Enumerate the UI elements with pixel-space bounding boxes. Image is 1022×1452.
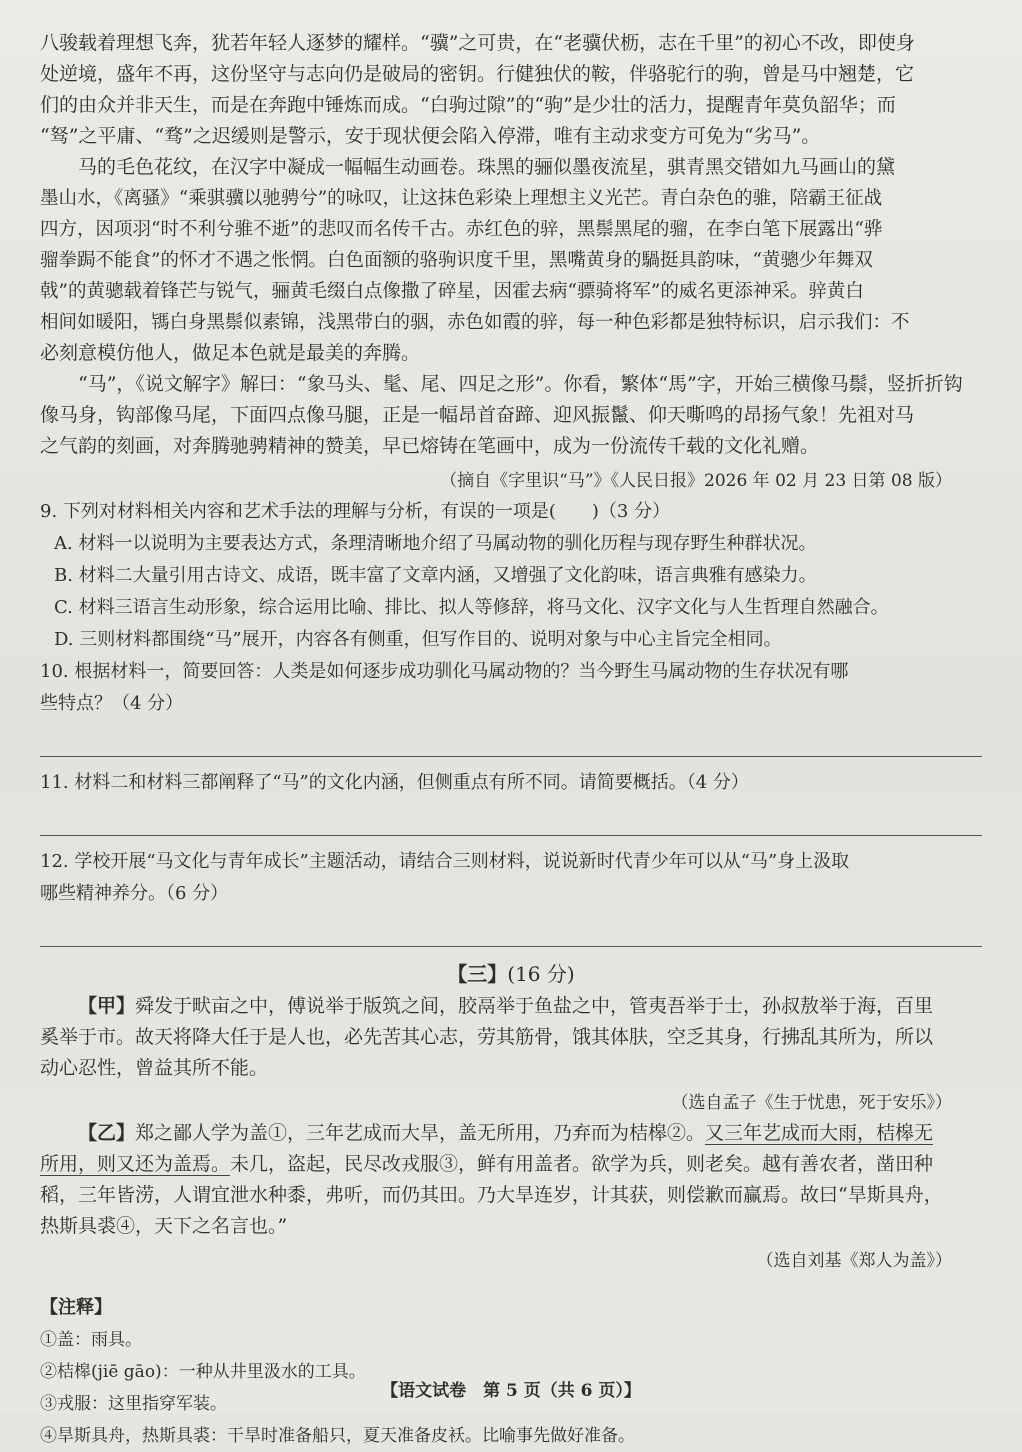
question-12-stem-cont: 哪些精神养分。（6 分） [40, 883, 229, 904]
question-12-stem: 12. 学校开展“马文化与青年成长”主题活动，请结合三则材料，说说新时代青少年可以从“马”身上汲取 [40, 851, 850, 872]
option-d: D. 三则材料都围绕“马”展开，内容各有侧重，但写作目的、说明对象与中心主旨完全相同。 [54, 629, 782, 650]
text-yi [40, 1118, 982, 1276]
yi-tag: 【乙】 [78, 1122, 136, 1144]
answer-space[interactable] [40, 910, 982, 932]
passage-line: 们的由众并非天生，而是在奔跑中锤炼而成。“白驹过隙”的“驹”是少壮的活力，提醒青年莫负韶华；而 [40, 94, 896, 116]
passage-line: 郑之鄙人学为盖①，三年艺成而大旱，盖无所用，乃弃而为桔槔②。 [135, 1122, 706, 1144]
passage-line: 稻，三年皆涝，人谓宜泄水种黍，弗听，而仍其田。乃大旱连岁，计其获，则偿歉而赢焉。故曰“旱斯具舟， [40, 1184, 943, 1206]
passage-line: 动心忍性，曾益其所不能。 [40, 1057, 269, 1079]
passage-line: 墨山水，《离骚》“乘骐骥以驰骋兮”的咏叹，让这抹色彩染上理想主义光芒。青白杂色的骓，陪霸王征战 [40, 188, 883, 209]
question-11-stem: 11. 材料二和材料三都阐释了“马”的文化内涵，但侧重点有所不同。请简要概括。（4 分） [40, 772, 749, 793]
question-12 [40, 846, 982, 947]
material3-passage [40, 28, 982, 496]
note-item: ①盖：雨具。 [40, 1330, 142, 1350]
passage-line: 舜发于畎亩之中，傅说举于版筑之间，胶鬲举于鱼盐之中，管夷吾举于士，孙叔敖举于海，百里 [135, 995, 934, 1017]
question-9 [40, 496, 982, 656]
answer-space[interactable] [40, 799, 982, 821]
passage-line: 相间如暖阳，駂白身黑鬃似素锦，浅黑带白的骃，赤色如霞的骍，每一种色彩都是独特标识，启示我们：不 [40, 312, 910, 333]
option-a: A. 材料一以说明为主要表达方式，条理清晰地介绍了马属动物的驯化历程与现存野生种群状况。 [54, 533, 817, 554]
question-10-stem-cont: 些特点？（4 分） [40, 693, 184, 714]
note-item: ②桔槔(jiē gāo)：一种从井里汲水的工具。 [40, 1362, 366, 1382]
jia-tag: 【甲】 [78, 995, 136, 1017]
passage-line: 热斯具裘④，天下之名言也。” [40, 1215, 288, 1237]
underlined-sentence: 又三年艺成而大雨，桔槔无 [705, 1122, 934, 1144]
jia-source: （选自孟子《生于忧患，死于安乐》） [671, 1093, 952, 1113]
passage-line: 未几，盗起，民尽改戎服③，鲜有用盖者。欲学为兵，则老矣。越有善农者，凿田种 [230, 1153, 934, 1175]
section-3-label: 【三】 [447, 962, 508, 986]
passage-line: 八骏载着理想飞奔，犹若年轻人逐梦的耀样。“骥”之可贵，在“老骥伏枥，志在千里”的初心不改，即使身 [40, 32, 915, 54]
passage-line: 处逆境，盛年不再，这份坚守与志向仍是破局的密钥。行健独伏的鞍，伴骆驼行的驹，曾是马中翘楚，它 [40, 63, 915, 85]
passage-line: 四方，因项羽“时不利兮骓不逝”的悲叹而名传千古。赤红色的骍，黑鬃黑尾的骝，在李白笔下展露出“骅 [40, 219, 883, 240]
note-item: ③戎服：这里指穿军装。 [40, 1394, 227, 1414]
underlined-sentence: 所用，则又还为盖焉。 [40, 1153, 231, 1175]
section-3-title [40, 957, 982, 991]
note-item: ④旱斯具舟，热斯具裘：干旱时准备船只，夏天准备皮袄。比喻事先做好准备。 [40, 1426, 635, 1446]
answer-line [40, 756, 982, 757]
option-b: B. 材料二大量引用古诗文、成语，既丰富了文章内涵，又增强了文化韵味，语言典雅有感染力。 [54, 565, 817, 586]
passage-line: “马”，《说文解字》解曰：“象马头、髦、尾、四足之形”。你看，繁体“馬”字，开始三横像马鬃，竖折折钩 [78, 373, 963, 395]
notes-title: 【注释】 [40, 1297, 112, 1318]
passage-line: “驽”之平庸、“骛”之迟缓则是警示，安于现状便会陷入停滞，唯有主动求变方可免为“劣马”。 [40, 125, 821, 147]
passage-line: 骝拳跼不能食”的怀才不遇之怅惘。白色面额的骆驹识度千里，黑嘴黄身的騧挺具韵味，“黄骢少年舞双 [40, 250, 873, 271]
option-c: C. 材料三语言生动形象，综合运用比喻、排比、拟人等修辞，将马文化、汉字文化与人生哲理自然融合。 [54, 597, 889, 618]
question-11 [40, 767, 982, 836]
passage-line: 像马身，钩部像马尾，下面四点像马腿，正是一幅昂首奋蹄、迎风振鬣、仰天嘶鸣的昂扬气象！先祖对马 [40, 404, 915, 426]
passage-line: 之气韵的刻画，对奔腾驰骋精神的赞美，早已熔铸在笔画中，成为一份流传千载的文化礼赠。 [40, 435, 820, 457]
passage-line: 必刻意模仿他人，做足本色就是最美的奔腾。 [40, 342, 421, 364]
question-10 [40, 656, 982, 757]
passage-line: 奚举于市。故天将降大任于是人也，必先苦其心志，劳其筋骨，饿其体肤，空乏其身，行拂乱其所为，所以 [40, 1026, 934, 1048]
material3-source: （摘自《字里识“马”》《人民日报》2026 年 02 月 23 日第 08 版） [440, 471, 952, 491]
answer-space[interactable] [40, 720, 982, 742]
page-footer: 【语文试卷 第 5 页（共 6 页）】 [381, 1381, 641, 1401]
passage-line: 戟”的黄骢载着锋芒与锐气，骊黄毛缀白点像撒了碎星，因霍去病“骠骑将军”的威名更添神采。骍黄白 [40, 281, 864, 302]
text-jia [40, 991, 982, 1118]
section-3-points: (16 分) [507, 962, 575, 986]
question-10-stem: 10. 根据材料一，简要回答：人类是如何逐步成功驯化马属动物的？当今野生马属动物的生存状况有哪 [40, 661, 849, 682]
passage-line: 马的毛色花纹，在汉字中凝成一幅幅生动画卷。珠黑的骊似墨夜流星，骐青黑交错如九马画山的黛 [78, 156, 896, 178]
answer-line [40, 835, 982, 836]
annotations [40, 1292, 982, 1452]
yi-source: （选自刘基《郑人为盖》） [756, 1251, 952, 1271]
answer-line [40, 946, 982, 947]
question-9-stem: 9. 下列对材料相关内容和艺术手法的理解与分析，有误的一项是( )（3 分） [40, 501, 671, 522]
